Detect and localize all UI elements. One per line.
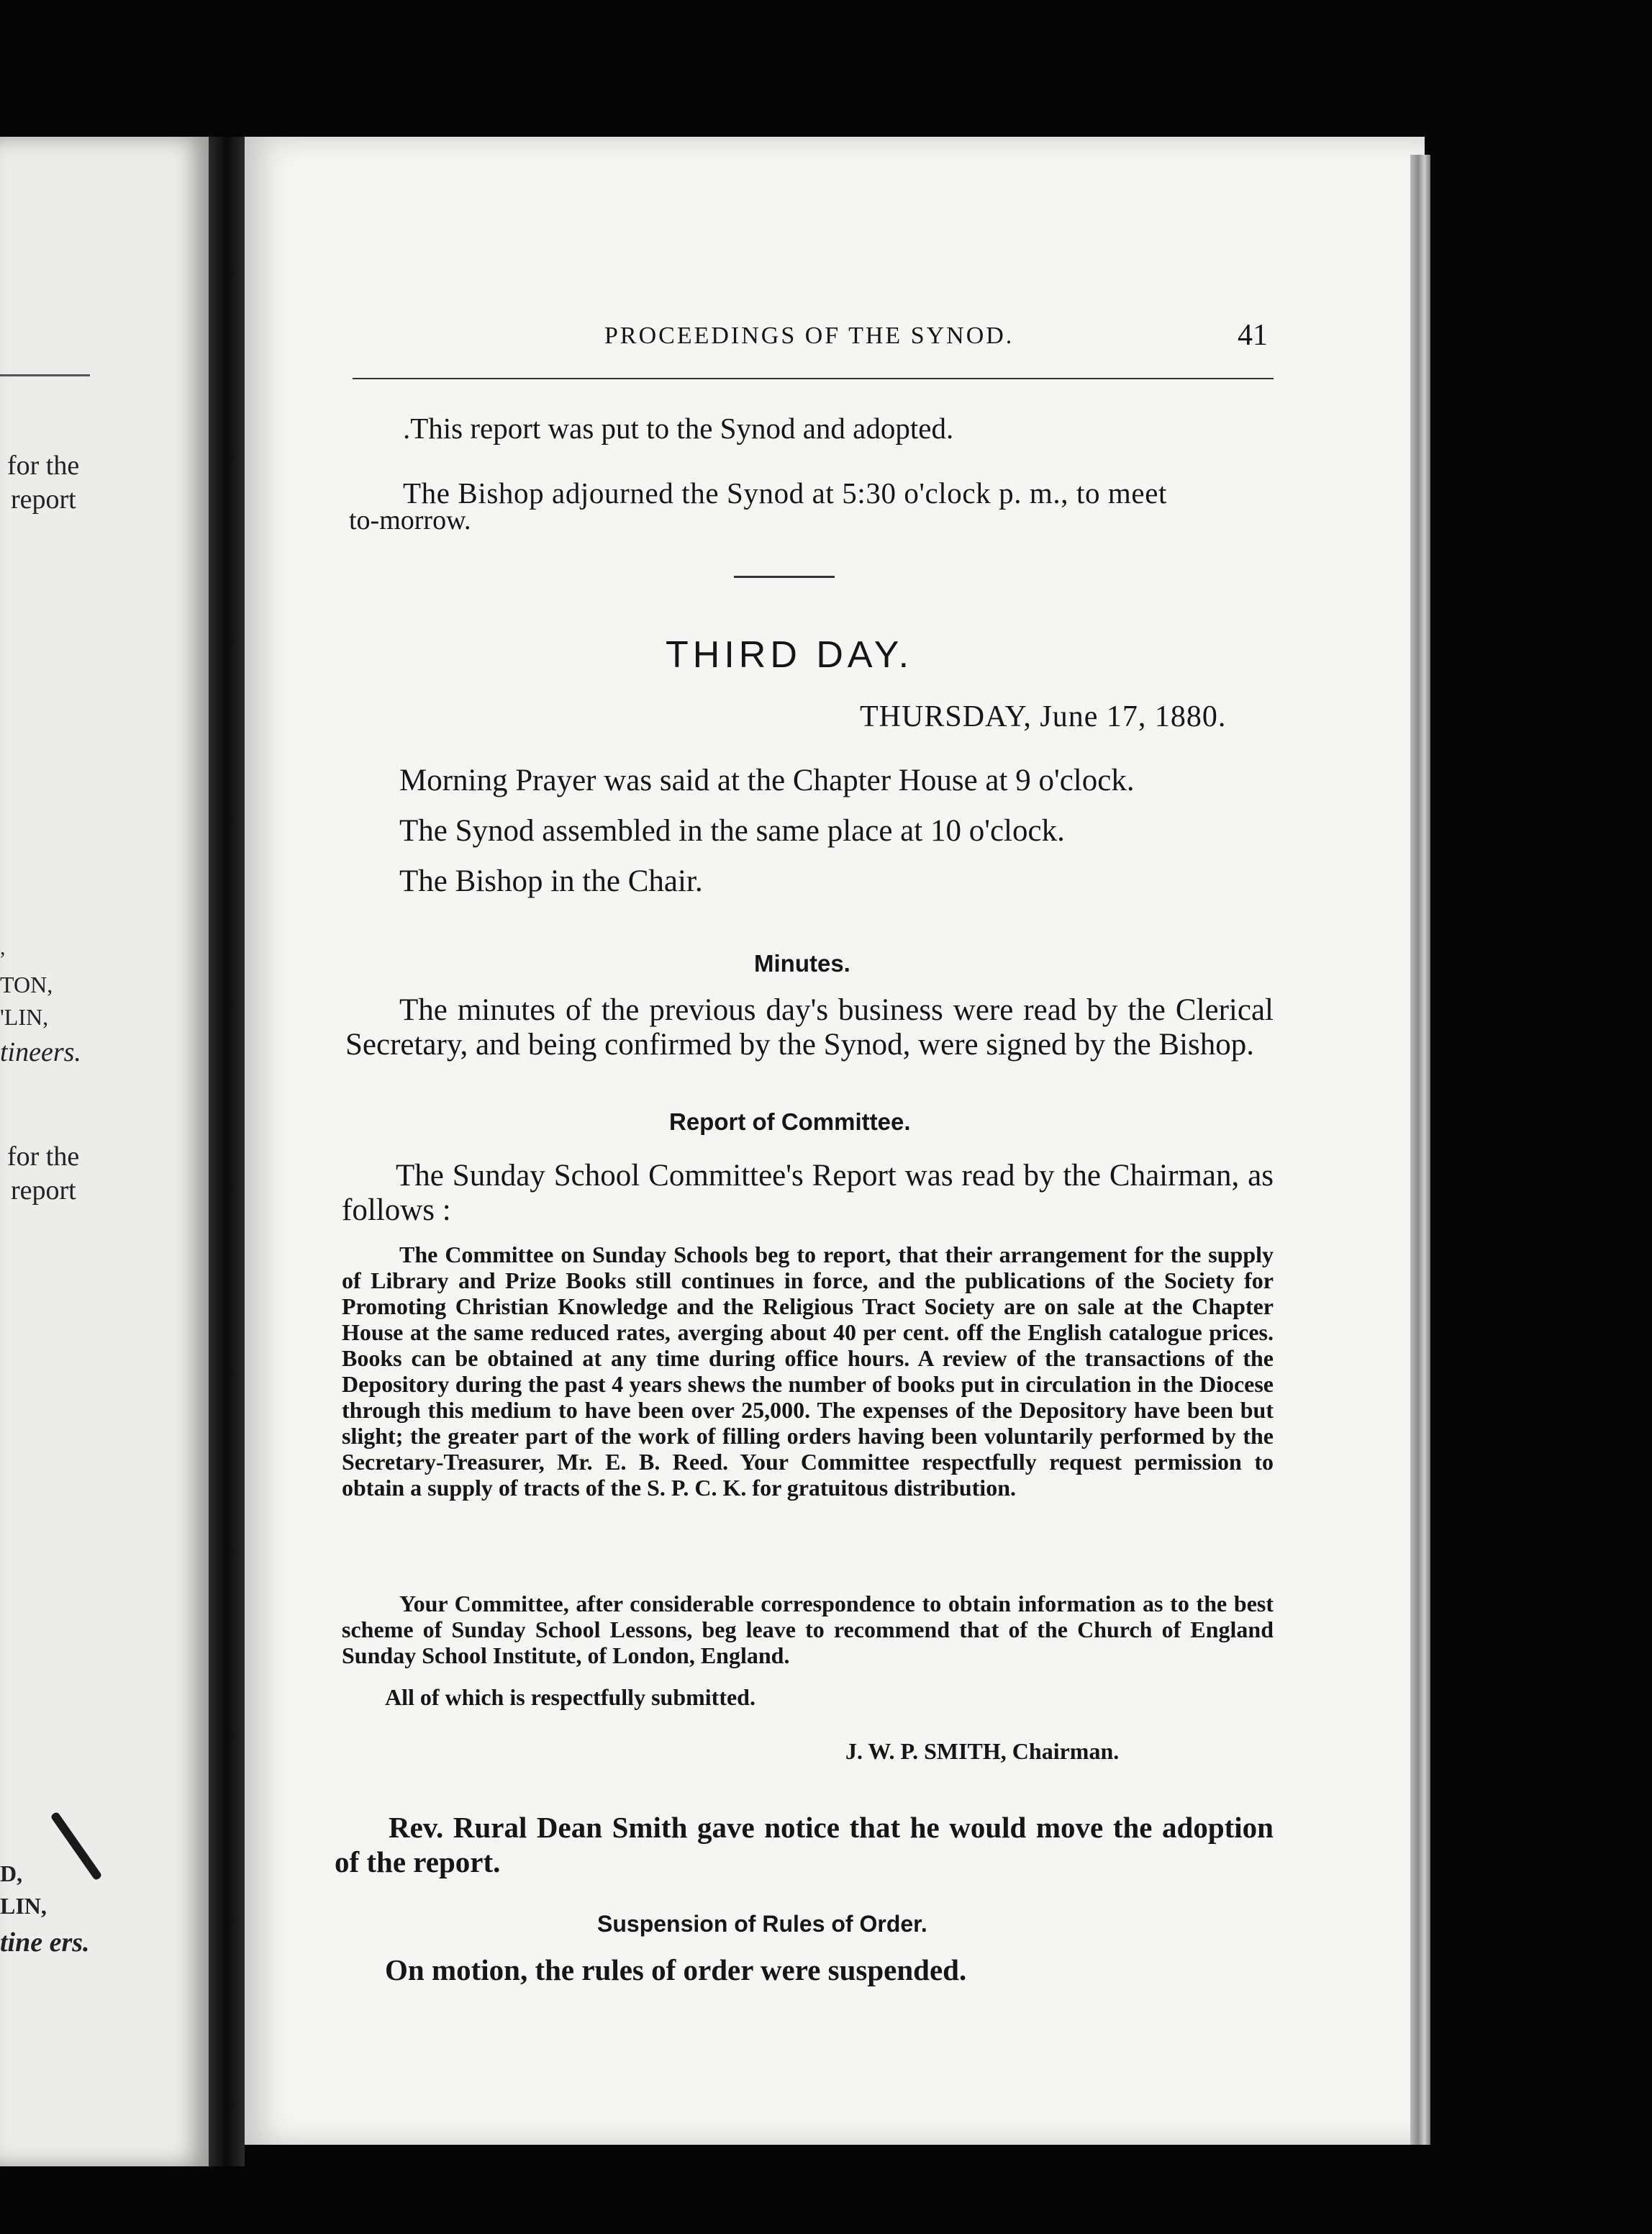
previous-page-fragment: [0, 137, 209, 2166]
page-number: 41: [1238, 319, 1268, 352]
stray-ink-mark: [50, 1812, 103, 1881]
report-heading: Report of Committee.: [669, 1108, 911, 1135]
header-rule: [353, 378, 1274, 379]
report-intro: [342, 1159, 1274, 1228]
proceeding-line: Morning Prayer was said at the Chapter House at 9 o'clock.: [399, 764, 1135, 797]
report-para2-text: Your Committee, after considerable correspondence to obtain information as to the best scheme of Sunday School Lessons, beg leave to recommend that of the Church of England Sunday School Institute, of London, England.: [342, 1591, 1274, 1668]
running-title: PROCEEDINGS OF THE SYNOD.: [604, 322, 1015, 349]
meeting-date: THURSDAY, June 17, 1880.: [860, 700, 1227, 733]
report-body-para2: [342, 1591, 1274, 1668]
left-fragment-text: report: [11, 1175, 76, 1206]
left-fragment-text: tineers.: [0, 1037, 81, 1067]
report-closing: All of which is respectfully submitted.: [385, 1684, 755, 1710]
report-body-para1: [342, 1242, 1274, 1501]
day-title: THIRD DAY.: [666, 634, 914, 676]
adopted-paragraph: .This report was put to the Synod and adopted.: [403, 412, 954, 445]
page-41: [245, 137, 1425, 2145]
left-fragment-text: TON,: [0, 972, 53, 998]
proceeding-line: The Bishop in the Chair.: [399, 864, 703, 898]
notice-paragraph: [335, 1810, 1274, 1879]
book-gutter: [209, 137, 245, 2166]
section-divider: [734, 576, 835, 578]
left-fragment-text: report: [11, 484, 76, 515]
left-fragment-text: for the: [7, 451, 80, 481]
suspension-text: On motion, the rules of order were suspended.: [385, 1953, 967, 1986]
minutes-paragraph: [345, 993, 1274, 1062]
left-fragment-text: for the: [7, 1141, 80, 1172]
minutes-heading: Minutes.: [754, 950, 850, 977]
report-signature: J. W. P. SMITH, Chairman.: [845, 1738, 1120, 1764]
left-fragment-text: tine ers.: [0, 1927, 90, 1958]
left-fragment-text: LIN,: [0, 1893, 47, 1919]
proceeding-line: The Synod assembled in the same place at 10 o'clock.: [399, 814, 1065, 848]
left-fragment-text: ,: [0, 936, 6, 959]
left-page-rule: [0, 374, 90, 376]
suspension-heading: Suspension of Rules of Order.: [597, 1911, 927, 1937]
report-para1-text: The Committee on Sunday Schools beg to report, that their arrangement for the supply of Library and Prize Books still continues in force, and the publications of the Society for Promoting Christian Knowledge and the Religious Tract Society are on sale at the Chapter House at the same reduced rates, averging about 40 per cent. off the English catalogue prices. Books can be obtained at any time during office hours. A review of the transactions of the Depository during the past 4 years shews the number of books put in circulation in the Diocese through this medium to have been over 25,000. The expenses of the Depository have been but slight; the greater part of the work of filling orders having been voluntarily performed by the Secretary-Treasurer, Mr. E. B. Reed. Your Committee respectfully request permission to obtain a supply of tracts of the S. P. C. K. for gratuitous distribution.: [342, 1242, 1274, 1501]
left-fragment-text: 'LIN,: [0, 1004, 49, 1030]
adjourned-paragraph-cont: to-morrow.: [349, 505, 471, 535]
page-edge: [1410, 155, 1430, 2145]
notice-text: Rev. Rural Dean Smith gave notice that he would move the adoption of the report.: [335, 1811, 1274, 1878]
minutes-text: The minutes of the previous day's business were read by the Clerical Secretary, and being confirmed by the Synod, were signed by the Bishop.: [345, 993, 1274, 1062]
report-intro-text: The Sunday School Committee's Report was read by the Chairman, as follows :: [342, 1159, 1274, 1227]
left-fragment-text: D,: [0, 1860, 23, 1886]
adjourned-paragraph: The Bishop adjourned the Synod at 5:30 o'clock p. m., to meet: [403, 476, 1167, 510]
